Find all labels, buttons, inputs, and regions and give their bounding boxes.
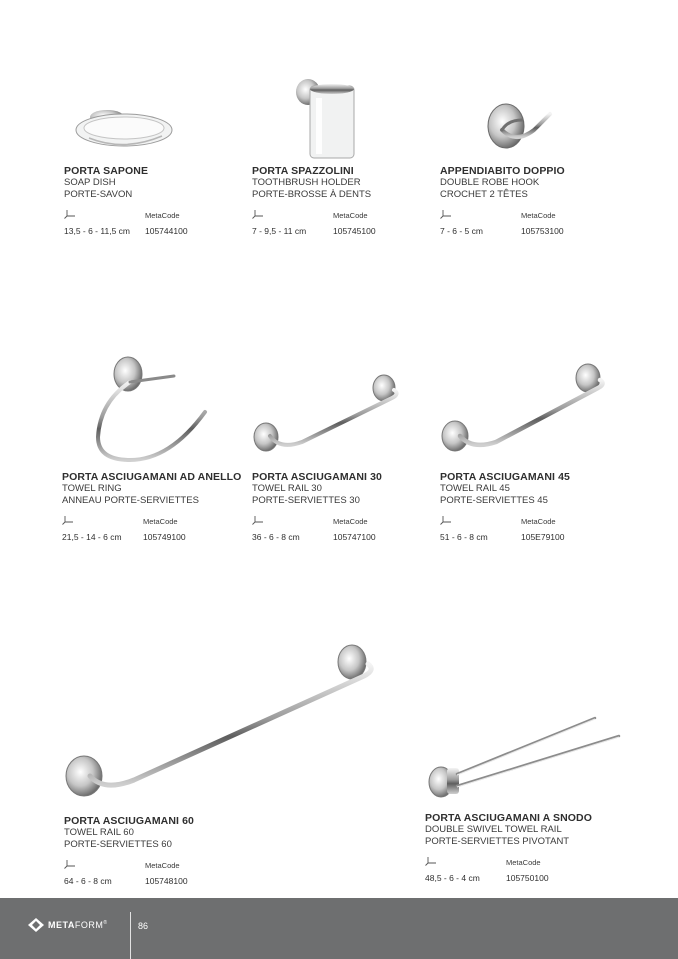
product-name: APPENDIABITO DOPPIO xyxy=(440,165,565,177)
product-name-en: SOAP DISH xyxy=(64,177,116,188)
dimensions: 64 - 6 - 8 cm xyxy=(64,876,112,886)
metacode-label: MetaCode xyxy=(333,211,368,220)
soap-dish-image xyxy=(74,100,174,155)
product-name-fr: PORTE-SAVON xyxy=(64,189,133,200)
product-name: PORTA ASCIUGAMANI A SNODO xyxy=(425,812,592,824)
dimension-icon xyxy=(440,209,452,219)
product-meta xyxy=(440,209,630,239)
product-name: PORTA ASCIUGAMANI 30 xyxy=(252,471,382,483)
product-meta xyxy=(62,515,252,545)
product-meta xyxy=(440,515,630,545)
product-name: PORTA ASCIUGAMANI AD ANELLO xyxy=(62,471,242,483)
page-number: 86 xyxy=(138,921,149,931)
product-name-en: DOUBLE SWIVEL TOWEL RAIL xyxy=(425,824,562,835)
metacode-label: MetaCode xyxy=(145,861,180,870)
product-name: PORTA ASCIUGAMANI 60 xyxy=(64,815,194,827)
towel-rail-30-image xyxy=(252,370,407,460)
dimension-icon xyxy=(440,515,452,525)
toothbrush-holder-image xyxy=(294,74,356,164)
product-name: PORTA SAPONE xyxy=(64,165,149,177)
metacode-label: MetaCode xyxy=(506,858,541,867)
dimensions: 36 - 6 - 8 cm xyxy=(252,532,300,542)
product-name-en: TOWEL RAIL 45 xyxy=(440,483,510,494)
dimensions: 48,5 - 6 - 4 cm xyxy=(425,873,480,883)
dimension-icon xyxy=(64,209,76,219)
metacode-label: MetaCode xyxy=(521,211,556,220)
brand-name: METAFORM® xyxy=(48,920,108,930)
dimension-icon xyxy=(62,515,74,525)
dimension-icon xyxy=(252,515,264,525)
product-name-fr: PORTE-SERVIETTES 30 xyxy=(252,495,360,506)
metacode-label: MetaCode xyxy=(521,517,556,526)
metacode-value: 105744100 xyxy=(145,226,188,236)
product-meta xyxy=(425,856,665,886)
dimensions: 7 - 9,5 - 11 cm xyxy=(252,226,307,236)
product-name-fr: ANNEAU PORTE-SERVIETTES xyxy=(62,495,199,506)
product-name-en: TOOTHBRUSH HOLDER xyxy=(252,177,361,188)
product-name-fr: PORTE-SERVIETTES 45 xyxy=(440,495,548,506)
dimensions: 7 - 6 - 5 cm xyxy=(440,226,483,236)
product-name-fr: PORTE-SERVIETTES 60 xyxy=(64,839,172,850)
metacode-value: 105E79100 xyxy=(521,532,565,542)
towel-ring-image xyxy=(90,352,240,467)
swivel-towel-rail-image xyxy=(425,712,625,802)
product-name-fr: PORTE-SERVIETTES PIVOTANT xyxy=(425,836,570,847)
product-name: PORTA ASCIUGAMANI 45 xyxy=(440,471,570,483)
dimensions: 51 - 6 - 8 cm xyxy=(440,532,488,542)
page-footer xyxy=(0,898,678,959)
product-meta xyxy=(64,209,254,239)
metacode-label: MetaCode xyxy=(333,517,368,526)
metacode-label: MetaCode xyxy=(143,517,178,526)
towel-rail-60-image xyxy=(64,640,382,805)
metacode-value: 105748100 xyxy=(145,876,188,886)
product-meta xyxy=(252,209,442,239)
product-name-en: TOWEL RAIL 60 xyxy=(64,827,134,838)
product-name-en: TOWEL RING xyxy=(62,483,122,494)
product-name-fr: CROCHET 2 TÊTES xyxy=(440,189,528,200)
product-name-en: TOWEL RAIL 30 xyxy=(252,483,322,494)
dimension-icon xyxy=(64,859,76,869)
metaform-logo-icon xyxy=(28,918,44,932)
dimension-icon xyxy=(425,856,437,866)
brand-logo xyxy=(28,918,108,932)
metacode-label: MetaCode xyxy=(145,211,180,220)
footer-divider xyxy=(130,912,131,959)
product-name-fr: PORTE-BROSSE À DENTS xyxy=(252,189,372,200)
metacode-value: 105749100 xyxy=(143,532,186,542)
towel-rail-45-image xyxy=(440,358,615,460)
dimensions: 13,5 - 6 - 11,5 cm xyxy=(64,226,130,236)
dimensions: 21,5 - 14 - 6 cm xyxy=(62,532,122,542)
metacode-value: 105745100 xyxy=(333,226,376,236)
robe-hook-image xyxy=(486,100,554,152)
product-meta xyxy=(64,859,254,889)
product-meta xyxy=(252,515,442,545)
dimension-icon xyxy=(252,209,264,219)
product-name: PORTA SPAZZOLINI xyxy=(252,165,354,177)
metacode-value: 105753100 xyxy=(521,226,564,236)
metacode-value: 105750100 xyxy=(506,873,549,883)
product-name-en: DOUBLE ROBE HOOK xyxy=(440,177,540,188)
metacode-value: 105747100 xyxy=(333,532,376,542)
